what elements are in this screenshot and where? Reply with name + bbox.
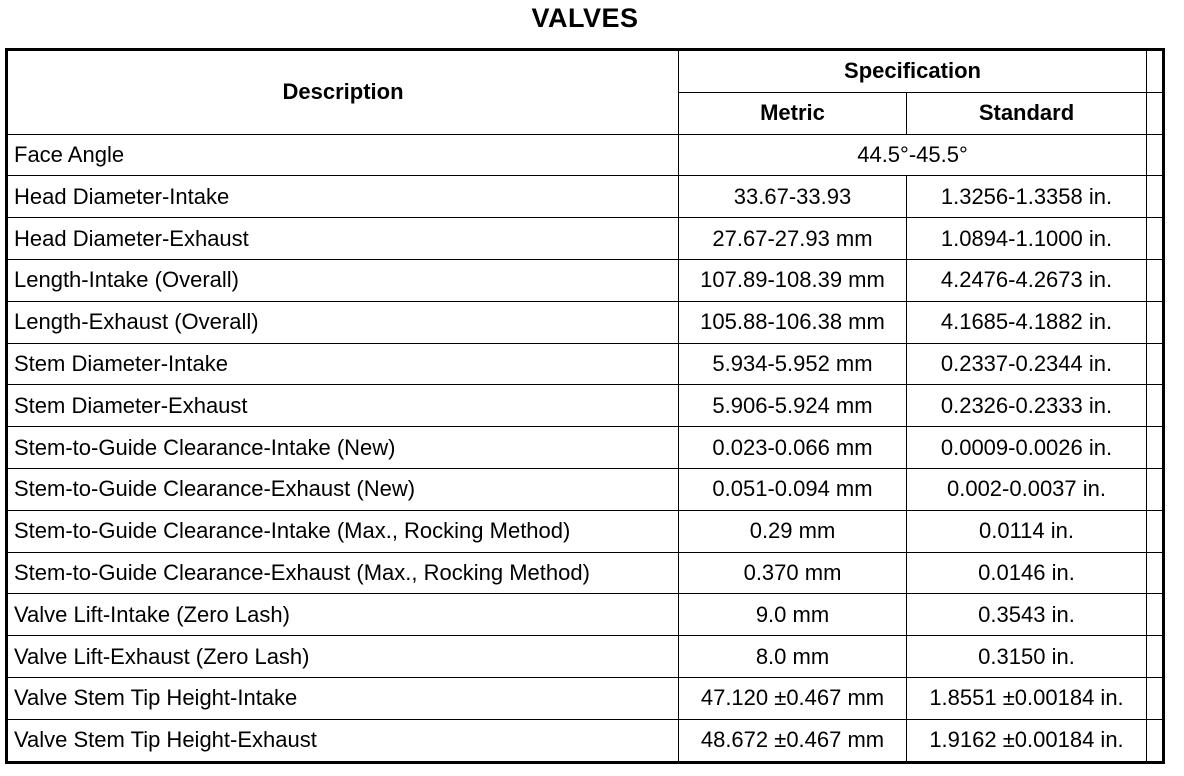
row-metric: 8.0 mm bbox=[679, 636, 907, 678]
row-standard: 1.0894-1.1000 in. bbox=[907, 218, 1147, 260]
row-description: Head Diameter-Exhaust bbox=[7, 218, 679, 260]
row-description: Head Diameter-Intake bbox=[7, 176, 679, 218]
row-description: Valve Stem Tip Height-Exhaust bbox=[7, 719, 679, 762]
row-metric: 0.29 mm bbox=[679, 510, 907, 552]
header-edge-cell bbox=[1147, 92, 1164, 134]
valves-spec-table bbox=[5, 48, 1165, 764]
row-edge-cell bbox=[1147, 427, 1164, 469]
row-description: Face Angle bbox=[7, 134, 679, 176]
row-standard: 0.0009-0.0026 in. bbox=[907, 427, 1147, 469]
row-metric: 0.051-0.094 mm bbox=[679, 468, 907, 510]
row-metric: 47.120 ±0.467 mm bbox=[679, 677, 907, 719]
table-row bbox=[7, 719, 1164, 762]
row-description: Valve Lift-Exhaust (Zero Lash) bbox=[7, 636, 679, 678]
row-metric: 0.370 mm bbox=[679, 552, 907, 594]
row-metric: 9.0 mm bbox=[679, 594, 907, 636]
row-standard: 4.2476-4.2673 in. bbox=[907, 259, 1147, 301]
header-description: Description bbox=[7, 50, 679, 135]
row-standard: 0.2337-0.2344 in. bbox=[907, 343, 1147, 385]
table-row bbox=[7, 343, 1164, 385]
table-row bbox=[7, 259, 1164, 301]
row-description: Valve Lift-Intake (Zero Lash) bbox=[7, 594, 679, 636]
row-standard: 1.9162 ±0.00184 in. bbox=[907, 719, 1147, 762]
table-row bbox=[7, 594, 1164, 636]
row-description: Length-Exhaust (Overall) bbox=[7, 301, 679, 343]
row-edge-cell bbox=[1147, 552, 1164, 594]
row-metric: 5.906-5.924 mm bbox=[679, 385, 907, 427]
table-row bbox=[7, 510, 1164, 552]
row-edge-cell bbox=[1147, 176, 1164, 218]
table-row bbox=[7, 427, 1164, 469]
row-edge-cell bbox=[1147, 594, 1164, 636]
row-edge-cell bbox=[1147, 301, 1164, 343]
row-edge-cell bbox=[1147, 259, 1164, 301]
row-description: Stem-to-Guide Clearance-Exhaust (New) bbox=[7, 468, 679, 510]
row-standard: 0.3150 in. bbox=[907, 636, 1147, 678]
row-metric: 107.89-108.39 mm bbox=[679, 259, 907, 301]
table-row bbox=[7, 176, 1164, 218]
row-edge-cell bbox=[1147, 468, 1164, 510]
row-edge-cell bbox=[1147, 636, 1164, 678]
header-metric: Metric bbox=[679, 92, 907, 134]
table-row bbox=[7, 134, 1164, 176]
row-edge-cell bbox=[1147, 385, 1164, 427]
row-metric: 27.67-27.93 mm bbox=[679, 218, 907, 260]
row-description: Stem-to-Guide Clearance-Intake (New) bbox=[7, 427, 679, 469]
header-specification: Specification bbox=[679, 50, 1147, 93]
header-row-top bbox=[7, 50, 1164, 93]
table-row bbox=[7, 677, 1164, 719]
row-standard: 0.3543 in. bbox=[907, 594, 1147, 636]
row-edge-cell bbox=[1147, 677, 1164, 719]
row-edge-cell bbox=[1147, 510, 1164, 552]
header-standard: Standard bbox=[907, 92, 1147, 134]
row-metric: 48.672 ±0.467 mm bbox=[679, 719, 907, 762]
row-standard: 0.002-0.0037 in. bbox=[907, 468, 1147, 510]
row-standard: 0.2326-0.2333 in. bbox=[907, 385, 1147, 427]
table-row bbox=[7, 301, 1164, 343]
row-standard: 4.1685-4.1882 in. bbox=[907, 301, 1147, 343]
row-description: Stem Diameter-Exhaust bbox=[7, 385, 679, 427]
row-metric: 0.023-0.066 mm bbox=[679, 427, 907, 469]
row-description: Stem-to-Guide Clearance-Exhaust (Max., Rocking Method) bbox=[7, 552, 679, 594]
header-edge-cell bbox=[1147, 50, 1164, 93]
page-title: VALVES bbox=[531, 3, 639, 33]
row-description: Valve Stem Tip Height-Intake bbox=[7, 677, 679, 719]
row-description: Length-Intake (Overall) bbox=[7, 259, 679, 301]
row-edge-cell bbox=[1147, 343, 1164, 385]
row-metric: 5.934-5.952 mm bbox=[679, 343, 907, 385]
table-row bbox=[7, 385, 1164, 427]
row-description: Stem-to-Guide Clearance-Intake (Max., Rocking Method) bbox=[7, 510, 679, 552]
row-standard: 0.0146 in. bbox=[907, 552, 1147, 594]
row-edge-cell bbox=[1147, 719, 1164, 762]
row-combined-value: 44.5°-45.5° bbox=[679, 134, 1147, 176]
table-row bbox=[7, 218, 1164, 260]
row-standard: 0.0114 in. bbox=[907, 510, 1147, 552]
row-description: Stem Diameter-Intake bbox=[7, 343, 679, 385]
row-metric: 105.88-106.38 mm bbox=[679, 301, 907, 343]
row-metric: 33.67-33.93 bbox=[679, 176, 907, 218]
table-row bbox=[7, 552, 1164, 594]
row-standard: 1.8551 ±0.00184 in. bbox=[907, 677, 1147, 719]
table-row bbox=[7, 468, 1164, 510]
row-edge-cell bbox=[1147, 134, 1164, 176]
row-edge-cell bbox=[1147, 218, 1164, 260]
row-standard: 1.3256-1.3358 in. bbox=[907, 176, 1147, 218]
table-row bbox=[7, 636, 1164, 678]
